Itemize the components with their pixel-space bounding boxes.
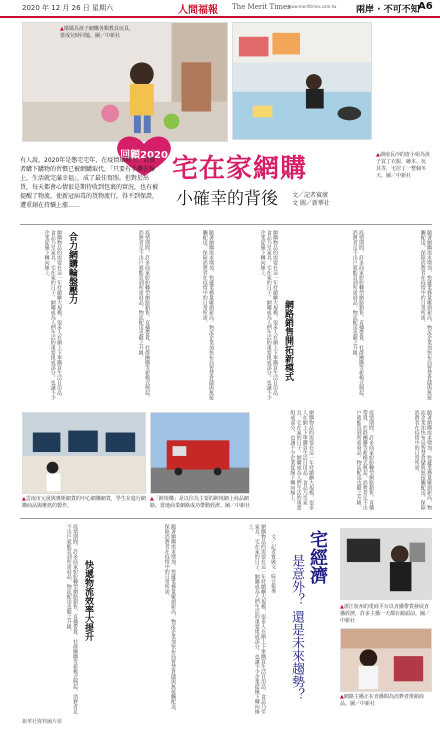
caption-freight-train: ▲「跨境購」是以往為主要的跨境網上商品網路。當地商業網絡成功帶動經濟。圖／中新社 [150,496,251,509]
subhead-column: 合力網購輪盤壓力 [67,232,77,304]
feature-intro: 有人說，2020年是憋宅宅年，在疫情環境下，消費者購下購物的習慣已被網購取代，「只要有手機在線上，生活就完滿幸福」，成了最佳寫照。但對於出貨，每天都會心情很是期待收到包裹的實況，也有被提醒了物流，使新冠病毒的貨物流行，得不到保證，遭重創在持續上漲…… [20,157,159,209]
caption-live-stream: ▲浙江杭州的電商平台以直播帶貨發展直播經濟，許多主播一天都在鏡頭前。圖／中新社 [340,604,431,624]
kicker-label: 回顧2020 [120,150,168,161]
article-column: 隨著網購需求增加，快遞業務量屢創新高，物流企業加快布局智慧倉儲與無接觸配送，保障消費者在疫情中的日常所需。 [419,230,432,400]
subhead-column: 網路銷售開拓新模式 [283,300,293,381]
caption-marker-icon: ▲ [340,694,344,700]
section-title: 兩岸 · 不可不知 [356,5,420,15]
caption-child-toys: ▲媽媽為孩子網購各類教具玩具，當成兒時回憶。圖／中新社 [60,26,134,39]
feature-headline: 宅在家網購 [172,154,308,184]
page-number: A6 [418,1,433,12]
divider [20,224,432,225]
photo-woman-cat [232,22,372,140]
article-column: 隨著網購需求增加，快遞業務量屢創新高，物流企業加快布局智慧倉儲與無接觸配送，保障消費者在疫情中的日常所需。 [163,524,176,714]
feature-subhead: 小確幸的背後 [176,189,278,209]
caption-livestream-host: ▲網路主播正在直播間為消費者推銷商品。圖／中新社 [340,694,424,707]
article-column: 隨著網購需求增加，快遞業務量屢創新高，物流企業加快布局智慧倉儲與無接觸配送，保障消費者在疫情中的日常所需。 [201,230,214,400]
caption-marker-icon: ▲ [376,152,380,158]
article-column: 隨著網購需求增加，快遞業務量屢創新高，物流企業加快布局智慧倉儲與無接觸配送，保障消費者在疫情中的日常所需。 [413,410,432,510]
caption-marker-icon: ▲ [340,604,344,610]
caption-woman-cat: ▲湖南長沙的唐小姐為孩子買了衣服、繪本、玩具等，宅居了一整個冬天。圖／中新社 [376,152,430,179]
page-footer: 新華社資料圖片組 [22,719,63,725]
issue-date: 2020 年 12 月 26 日 星期六 [22,4,113,12]
photo-freight-train [150,412,250,494]
article-column: 網購物品的需要在這一年持續擴大規模，很多人在網上下單購買生活日用品、食品乃至家具。宅在家的日子，網購成為人們生活的重要組成部分，也讓不少企業從線下轉向線上。 [259,230,278,400]
article-column: 網購物品的需要在這一年持續擴大規模，很多人在網上下單購買生活日用品、食品乃至家具。宅在家的日子，網購成為人們生活的重要組成部分，也讓不少企業從線下轉向線上。 [247,524,266,714]
newspaper-logo-english: The Merit Times [232,3,291,11]
second-story-byline: 文／記者賓廣文 · 綜合報導 [270,534,276,594]
second-story-subhead: 是意外？ 還是未來趨勢？ [289,554,304,702]
article-column: 疫情期間，許多商家紛紛轉型網路銷售，直播帶貨、社群團購等新模式興起，消費者足不出戶就能買到所需商品，物流配送也隨之升級。 [355,410,374,510]
article-column: 疫情期間，許多商家紛紛轉型網路銷售，直播帶貨、社群團購等新模式興起，消費者足不出戶就能買到所需商品，物流配送也隨之升級。 [65,524,78,714]
feature-byline: 文／記者賓廣文 圖／新華社 [292,192,330,207]
newspaper-logo: 人間福報 [178,5,218,16]
masthead [0,0,440,18]
article-column: 疫情期間，許多商家紛紛轉型網路銷售，直播帶貨、社群團購等新模式興起，消費者足不出戶就能買到所需商品，物流配送也隨之升級。 [351,230,364,400]
caption-marker-icon: ▲ [60,26,64,32]
subhead-column: 快遞物流效率大提升 [83,560,93,641]
divider [20,518,432,519]
article-column: 網購物品的需要在這一年持續擴大規模，很多人在網上下單購買生活日用品、食品乃至家具。宅在家的日子，網購成為人們生活的重要組成部分，也讓不少企業從線下轉向線上。 [289,410,314,510]
photo-child-toys [22,22,228,142]
photo-live-stream [340,528,432,600]
caption-computer-lab: ▲雲南市元晟與奧斯網貨的中心網購網貨，學生在進行網購商品與辦訊的製作。 [22,496,146,509]
second-story-headline: 宅經濟 [307,530,328,584]
photo-computer-lab [22,412,146,494]
caption-marker-icon: ▲ [22,496,26,502]
caption-marker-icon: ▲ [150,496,154,502]
article-column: 網購物品的需要在這一年持續擴大規模，很多人在網上下單購買生活日用品、食品乃至家具。宅在家的日子，網購成為人們生活的重要組成部分，也讓不少企業從線下轉向線上。 [43,230,62,400]
newspaper-url: www.merittimes.com.tw [288,4,337,9]
photo-livestream-host [340,628,432,692]
article-column: 疫情期間，許多商家紛紛轉型網路銷售，直播帶貨、社群團購等新模式興起，消費者足不出戶就能買到所需商品，物流配送也隨之升級。 [137,230,150,400]
